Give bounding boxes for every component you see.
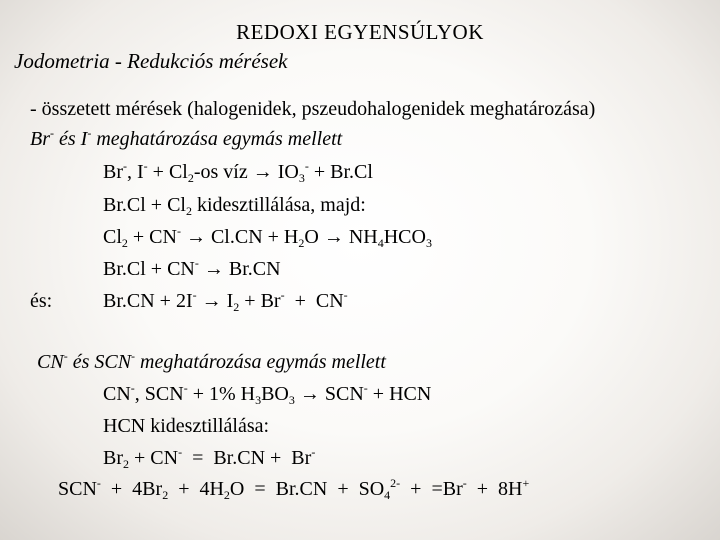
heading-cn-scn: CN- és SCN- meghatározása egymás mellett xyxy=(37,349,386,373)
reaction-line: $Br.CN + 2I^- \to I_2 + Br^- + CN^-$ xyxy=(103,288,348,314)
reaction-line: $SCN^- + 4Br_2 + 4H_2O = Br.CN + SO_4^{2-} + =Br^- + 8H^+$ xyxy=(58,476,530,502)
reaction-line: Br-, $I^- + Cl_2-os$ víz → $IO_3^- + Br.Cl$ xyxy=(103,159,373,185)
reaction-line: $Cl_2 + CN^- \to Cl.CN + H_2O \to NH_4HCO_3$ xyxy=(103,224,432,250)
reaction-label: és: xyxy=(30,290,53,312)
intro-line: - összetett mérések (halogenidek, pszeudohalogenidek meghatározása) xyxy=(30,98,596,120)
reaction-line: CN-, SCN- + 1% $H_3BO_3 \to SCN^-$ + HCN xyxy=(103,381,432,407)
reaction-line: $Br.Cl + Cl_2$ kidesztillálása, majd: xyxy=(103,194,366,218)
reaction-line: Br.Cl + CN- → Br.CN xyxy=(103,256,281,280)
slide-title: REDOXI EGYENSÚLYOK xyxy=(236,20,484,44)
heading-br-i: Br- és I- meghatározása egymás mellett xyxy=(30,126,343,150)
reaction-line: $Br_2 + CN^- = Br.CN + Br^-$ xyxy=(103,445,316,471)
reaction-line: HCN kidesztillálása: xyxy=(103,415,270,437)
slide-subtitle: Jodometria - Redukciós mérések xyxy=(14,49,288,73)
